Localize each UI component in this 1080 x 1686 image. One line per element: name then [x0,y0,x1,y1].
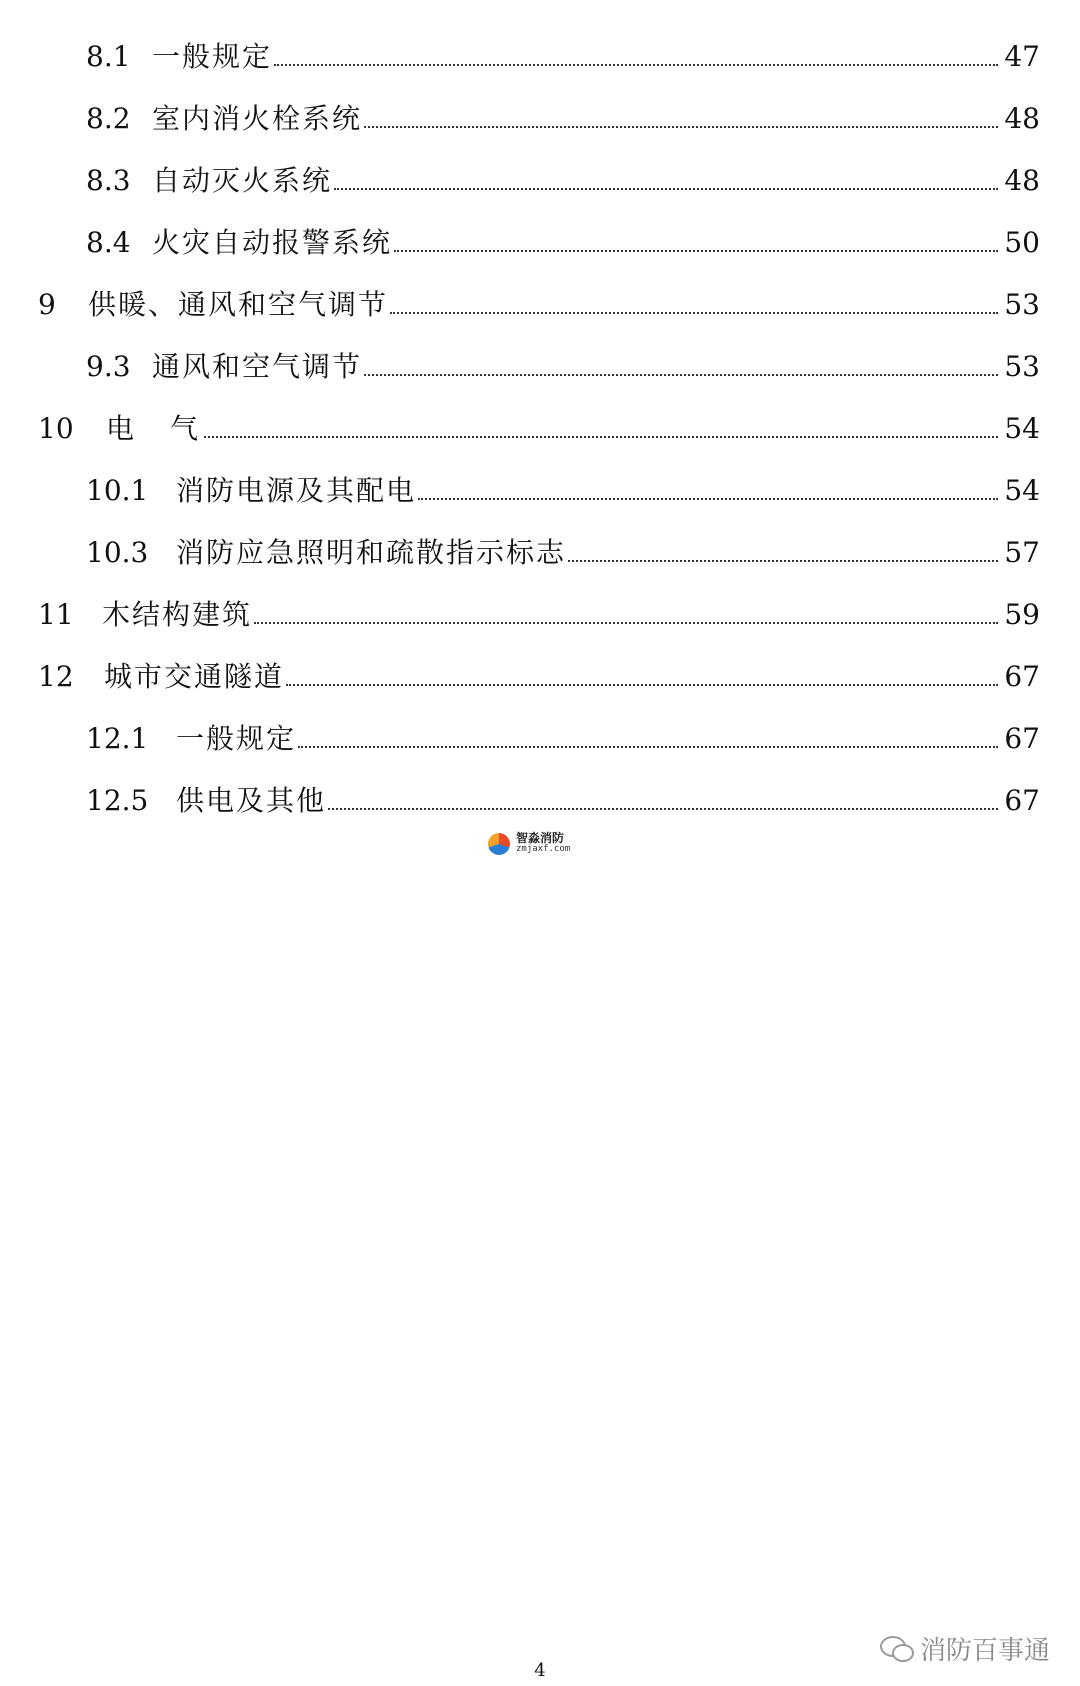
toc-number: 12.5 [86,784,149,817]
toc-title: 供暖、通风和空气调节 [88,288,389,321]
page-number: 4 [534,1660,546,1681]
toc-entry-10 [0,402,1080,446]
toc-leader-dots [286,684,998,686]
toc-entry-9 [0,278,1080,322]
toc-title: 通风和空气调节 [152,350,363,383]
toc-number: 10.3 [86,536,149,569]
toc-title: 消防电源及其配电 [176,474,417,507]
toc-entry-8-1 [0,30,1080,74]
toc-title: 消防应急照明和疏散指示标志 [176,536,567,569]
toc-title: 自动灭火系统 [152,164,333,197]
toc-page-number: 53 [1004,288,1040,321]
toc-title: 一般规定 [176,722,297,755]
toc-number: 12 [38,660,74,693]
toc-number: 8.4 [86,226,131,259]
toc-entry-9-3 [0,340,1080,384]
toc-number: 11 [38,598,74,631]
toc-number: 9 [38,288,56,321]
toc-number: 10 [38,412,74,445]
toc-title: 一般规定 [152,40,273,73]
toc-leader-dots [328,808,998,810]
toc-leader-dots [298,746,998,748]
toc-page-number: 67 [1004,722,1040,755]
toc-entry-11 [0,588,1080,632]
toc-title: 火灾自动报警系统 [152,226,393,259]
toc-entry-12-5 [0,774,1080,818]
toc-title: 城市交通隧道 [104,660,285,693]
toc-leader-dots [364,374,998,376]
toc-title: 电 气 [106,412,203,445]
toc-title: 室内消火栓系统 [152,102,363,135]
toc-leader-dots [204,436,998,438]
toc-number: 12.1 [86,722,149,755]
toc-leader-dots [274,64,998,66]
toc-page-number: 67 [1004,784,1040,817]
logo-name: 智淼消防 [516,831,565,845]
toc-page-number: 54 [1004,474,1040,507]
toc-number: 8.3 [86,164,131,197]
toc-page-number: 57 [1004,536,1040,569]
toc-title: 木结构建筑 [102,598,253,631]
toc-leader-dots [568,560,998,562]
toc-leader-dots [418,498,998,500]
toc-leader-dots [334,188,998,190]
toc-leader-dots [394,250,998,252]
logo-url: zmjaxf.com [516,844,571,854]
toc-page-number: 50 [1004,226,1040,259]
toc-page-number: 48 [1004,164,1040,197]
toc-number: 10.1 [86,474,149,507]
toc-number: 8.1 [86,40,131,73]
toc-page-number: 67 [1004,660,1040,693]
toc-page-number: 59 [1004,598,1040,631]
toc-entry-12 [0,650,1080,694]
toc-entry-8-4 [0,216,1080,260]
zhisen-logo-icon [488,833,510,855]
toc-leader-dots [254,622,998,624]
watermark-text: 消防百事通 [919,1636,1050,1666]
toc-page-number: 53 [1004,350,1040,383]
toc-page-number: 48 [1004,102,1040,135]
toc-leader-dots [364,126,998,128]
toc-entry-12-1 [0,712,1080,756]
toc-entry-8-3 [0,154,1080,198]
wechat-icon [880,1636,914,1662]
toc-number: 9.3 [86,350,131,383]
toc-entry-10-1 [0,464,1080,508]
toc-leader-dots [390,312,998,314]
toc-page-number: 54 [1004,412,1040,445]
publisher-logo [488,833,570,855]
logo-text [516,833,570,855]
toc-entry-8-2 [0,92,1080,136]
toc-number: 8.2 [86,102,131,135]
toc-title: 供电及其他 [176,784,327,817]
toc-entry-10-3 [0,526,1080,570]
toc-page-number: 47 [1004,40,1040,73]
